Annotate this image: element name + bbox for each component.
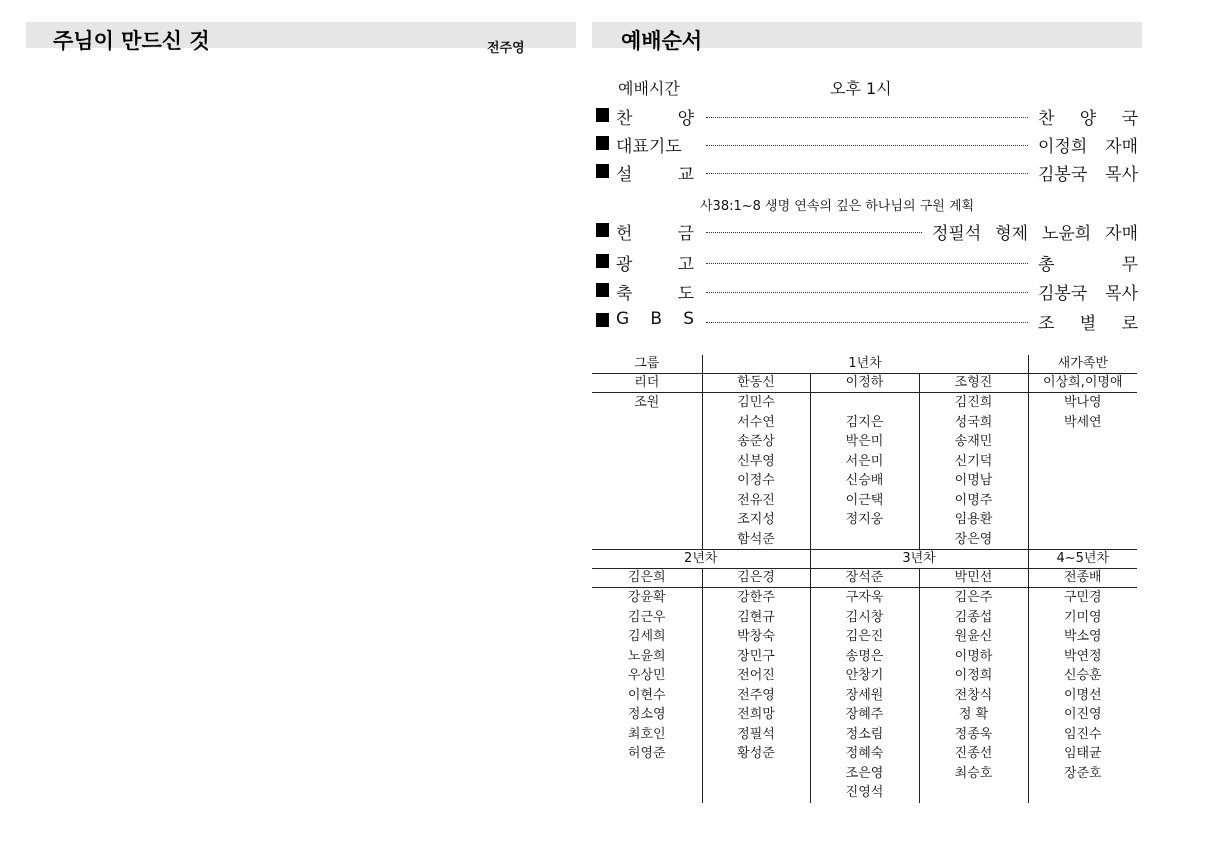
member-name: 장세원 [845, 687, 884, 703]
member-cell [702, 588, 810, 803]
bullet-square-icon [596, 283, 609, 297]
member-name: 송재민 [954, 434, 993, 449]
order-item-person-part: 김봉국 [1038, 284, 1088, 304]
order-item-person-part: 조 [1038, 314, 1055, 334]
order-item-person-part: 로 [1121, 314, 1138, 334]
leader-row-bottom [592, 569, 1137, 588]
order-item-label-part: G [616, 309, 630, 329]
member-name: 정소림 [845, 726, 884, 742]
order-item-person [1038, 104, 1138, 129]
member-cell [702, 393, 810, 550]
member-label: 조원 [592, 393, 702, 550]
order-item-person-part: 형제 [995, 224, 1029, 244]
order-item [594, 104, 1138, 128]
member-name: 정필석 [737, 726, 775, 742]
leader-cell: 전종배 [1028, 569, 1137, 588]
order-item-label-part: 헌 [616, 224, 633, 244]
sermon-text: 사38:1~8 생명 연속의 깊은 하나님의 구원 계획 [700, 199, 975, 214]
member-name: 이명선 [1063, 687, 1102, 703]
member-name: 이명주 [954, 492, 993, 508]
member-cell [592, 588, 702, 803]
member-name: 성국희 [954, 414, 993, 430]
member-name: 최호인 [627, 726, 666, 742]
member-spacer [811, 393, 919, 413]
member-name: 서수연 [737, 414, 775, 430]
member-name: 장혜주 [845, 707, 884, 722]
order-item-person-part: 김봉국 [1038, 165, 1088, 185]
bullet-square-icon [596, 313, 609, 327]
bullet-square-icon [596, 108, 609, 122]
member-name: 구자욱 [845, 590, 884, 605]
order-item-person [932, 219, 1138, 244]
member-name: 최승호 [954, 765, 993, 781]
member-name: 김근우 [627, 609, 666, 625]
order-item-person-part: 자매 [1105, 137, 1138, 157]
order-item [594, 279, 1138, 303]
member-name: 박은미 [845, 434, 884, 449]
dotted-leader [706, 322, 1028, 323]
member-name: 전창식 [954, 687, 993, 703]
member-name: 이명하 [954, 648, 993, 664]
member-name: 박소영 [1063, 629, 1102, 644]
member-name: 장민구 [737, 648, 775, 664]
member-name: 김은주 [954, 590, 993, 605]
order-item-person-part: 양 [1079, 109, 1097, 129]
dotted-leader [706, 117, 1028, 118]
member-name: 정지웅 [845, 512, 884, 527]
member-name: 조지성 [737, 512, 775, 527]
member-name: 이진영 [1063, 707, 1102, 722]
order-item-person-part: 목사 [1105, 284, 1138, 304]
groups-header-newcomers: 새가족반 [1028, 355, 1137, 374]
leader-row-top [592, 374, 1137, 393]
member-name: 전유진 [737, 492, 775, 508]
member-name: 진영석 [845, 785, 884, 800]
members-row-top [592, 393, 1137, 550]
order-title: 예배순서 [621, 29, 703, 53]
service-time-label: 예배시간 [618, 79, 680, 98]
member-name: 이정희 [954, 668, 993, 683]
member-name: 구민경 [1063, 590, 1102, 605]
order-item-label [616, 219, 694, 244]
member-cell [810, 588, 919, 803]
order-item-label-part: 교 [677, 165, 694, 185]
leader-cell: 장석준 [810, 569, 919, 588]
member-name: 강한주 [737, 590, 775, 605]
member-cell [919, 393, 1028, 550]
order-item [594, 309, 1138, 333]
order-item-label [616, 250, 694, 275]
member-name: 김민수 [737, 395, 775, 410]
member-name: 허영준 [627, 746, 666, 761]
bullet-square-icon [596, 223, 609, 237]
member-name: 김진희 [954, 395, 993, 410]
order-item-label-part: 설 [616, 165, 633, 185]
order-item-person-part: 찬 [1038, 109, 1055, 129]
leader-cell: 한동신 [702, 374, 810, 393]
order-item [594, 219, 1138, 243]
member-cell [810, 393, 919, 550]
order-item-label [616, 160, 694, 185]
order-item-person-part: 정필석 [932, 224, 982, 244]
leader-cell: 조형진 [919, 374, 1028, 393]
member-name: 정 확 [958, 707, 989, 722]
member-name: 김세희 [627, 629, 666, 644]
leader-cell: 박민선 [919, 569, 1028, 588]
order-item-label-part: S [683, 309, 694, 329]
dotted-leader [706, 173, 1028, 174]
order-item-label-part: 도 [677, 284, 694, 304]
member-name: 박연정 [1063, 648, 1102, 664]
leader-cell: 이상희,이명애 [1028, 374, 1137, 393]
groups-header-year45: 4~5년차 [1028, 550, 1137, 569]
order-item-person-part: 국 [1121, 109, 1138, 129]
member-name: 신부영 [737, 453, 775, 469]
member-name: 임진수 [1063, 726, 1102, 742]
bullet-square-icon [596, 254, 609, 268]
member-name: 신승훈 [1063, 668, 1102, 683]
member-name: 정혜숙 [845, 746, 884, 761]
order-item-label-part: 찬 [616, 109, 633, 129]
member-name: 전어진 [737, 668, 775, 683]
order-item-person [1038, 309, 1138, 334]
dotted-leader [706, 232, 922, 233]
member-name: 신기덕 [954, 453, 993, 469]
leader-cell: 김은희 [592, 569, 702, 588]
order-item-person [1038, 279, 1138, 304]
order-item-label [616, 279, 694, 304]
dotted-leader [706, 263, 1028, 264]
member-cell [919, 588, 1028, 803]
service-time-value: 오후 1시 [830, 79, 892, 98]
member-name: 김종섭 [954, 609, 993, 625]
role-label: 리더 [592, 374, 702, 393]
member-name: 박창숙 [737, 629, 775, 644]
order-item [594, 250, 1138, 274]
member-name: 임태균 [1063, 746, 1102, 761]
order-item-person-part: 별 [1079, 314, 1097, 334]
order-item-person [1038, 250, 1138, 275]
member-name: 박세연 [1063, 414, 1102, 430]
bullet-square-icon [596, 164, 609, 178]
member-name: 이현수 [627, 687, 666, 703]
member-name: 장준호 [1063, 765, 1102, 781]
leader-cell: 김은경 [702, 569, 810, 588]
order-item-label [616, 309, 694, 329]
member-name: 김시창 [845, 609, 884, 625]
member-name: 송명은 [845, 648, 884, 664]
member-name: 정종욱 [954, 726, 993, 742]
order-item-person-part: 이정희 [1038, 137, 1088, 157]
order-item [594, 160, 1138, 184]
member-name: 장은영 [954, 531, 993, 547]
member-name: 우상민 [627, 668, 666, 683]
order-item [594, 132, 1138, 156]
order-item-label-part: B [650, 309, 663, 329]
order-item-person-part: 자매 [1105, 224, 1138, 244]
left-page-author: 전주영 [487, 41, 525, 56]
member-name: 정소영 [627, 707, 666, 722]
member-cell [1028, 588, 1137, 803]
order-item-label-part: 광 [616, 255, 633, 275]
member-name: 황성준 [737, 746, 775, 761]
order-item-label-part: 축 [616, 284, 633, 304]
member-name: 신승배 [845, 473, 884, 488]
order-item-label-part: 대표기도 [616, 137, 682, 157]
member-name: 송준상 [737, 434, 775, 449]
order-item-person-part: 노윤희 [1041, 224, 1092, 244]
member-name: 강윤확 [627, 590, 666, 605]
leader-cell: 이정하 [810, 374, 919, 393]
order-item-person-part: 목사 [1105, 165, 1138, 185]
member-name: 임용환 [954, 512, 993, 527]
member-name: 이근택 [845, 492, 884, 508]
order-item-label [616, 104, 694, 129]
member-name: 김은진 [845, 629, 884, 644]
bullet-square-icon [596, 136, 609, 150]
groups-table [592, 355, 1137, 803]
member-name: 안창기 [845, 668, 884, 683]
member-name: 김지은 [845, 414, 884, 430]
member-name: 진종선 [954, 746, 993, 761]
member-name: 기미영 [1063, 609, 1102, 625]
order-item-person-part: 총 [1038, 255, 1055, 275]
member-name: 전희망 [737, 707, 775, 722]
member-name: 노윤희 [627, 648, 666, 664]
groups-header-year1: 1년차 [702, 355, 1028, 374]
member-name: 이정수 [737, 473, 775, 488]
order-item-label-part: 금 [677, 224, 694, 244]
member-name: 서은미 [845, 453, 884, 469]
groups-header-year2: 2년차 [592, 550, 810, 569]
groups-header-row [592, 355, 1137, 374]
member-name: 조은영 [845, 765, 884, 781]
member-name: 이명남 [954, 473, 993, 488]
member-name: 전주영 [737, 687, 775, 703]
order-item-person [1038, 160, 1138, 185]
member-name: 함석준 [737, 531, 775, 547]
order-item-person [1038, 132, 1138, 157]
order-item-label-part: 고 [677, 255, 694, 275]
groups-header-group: 그룹 [592, 355, 702, 374]
order-item-person-part: 무 [1121, 255, 1138, 275]
member-name: 원윤신 [954, 629, 993, 644]
members-row-bottom [592, 588, 1137, 803]
left-page-title: 주님이 만드신 것 [53, 29, 210, 53]
groups-header-year3: 3년차 [810, 550, 1028, 569]
order-item-label-part: 양 [677, 109, 694, 129]
groups-header-row-2 [592, 550, 1137, 569]
dotted-leader [706, 145, 1028, 146]
member-name: 김현규 [737, 609, 775, 625]
member-name: 박나영 [1063, 395, 1102, 410]
order-item-label [616, 132, 694, 157]
dotted-leader [706, 292, 1028, 293]
member-cell [1028, 393, 1137, 550]
